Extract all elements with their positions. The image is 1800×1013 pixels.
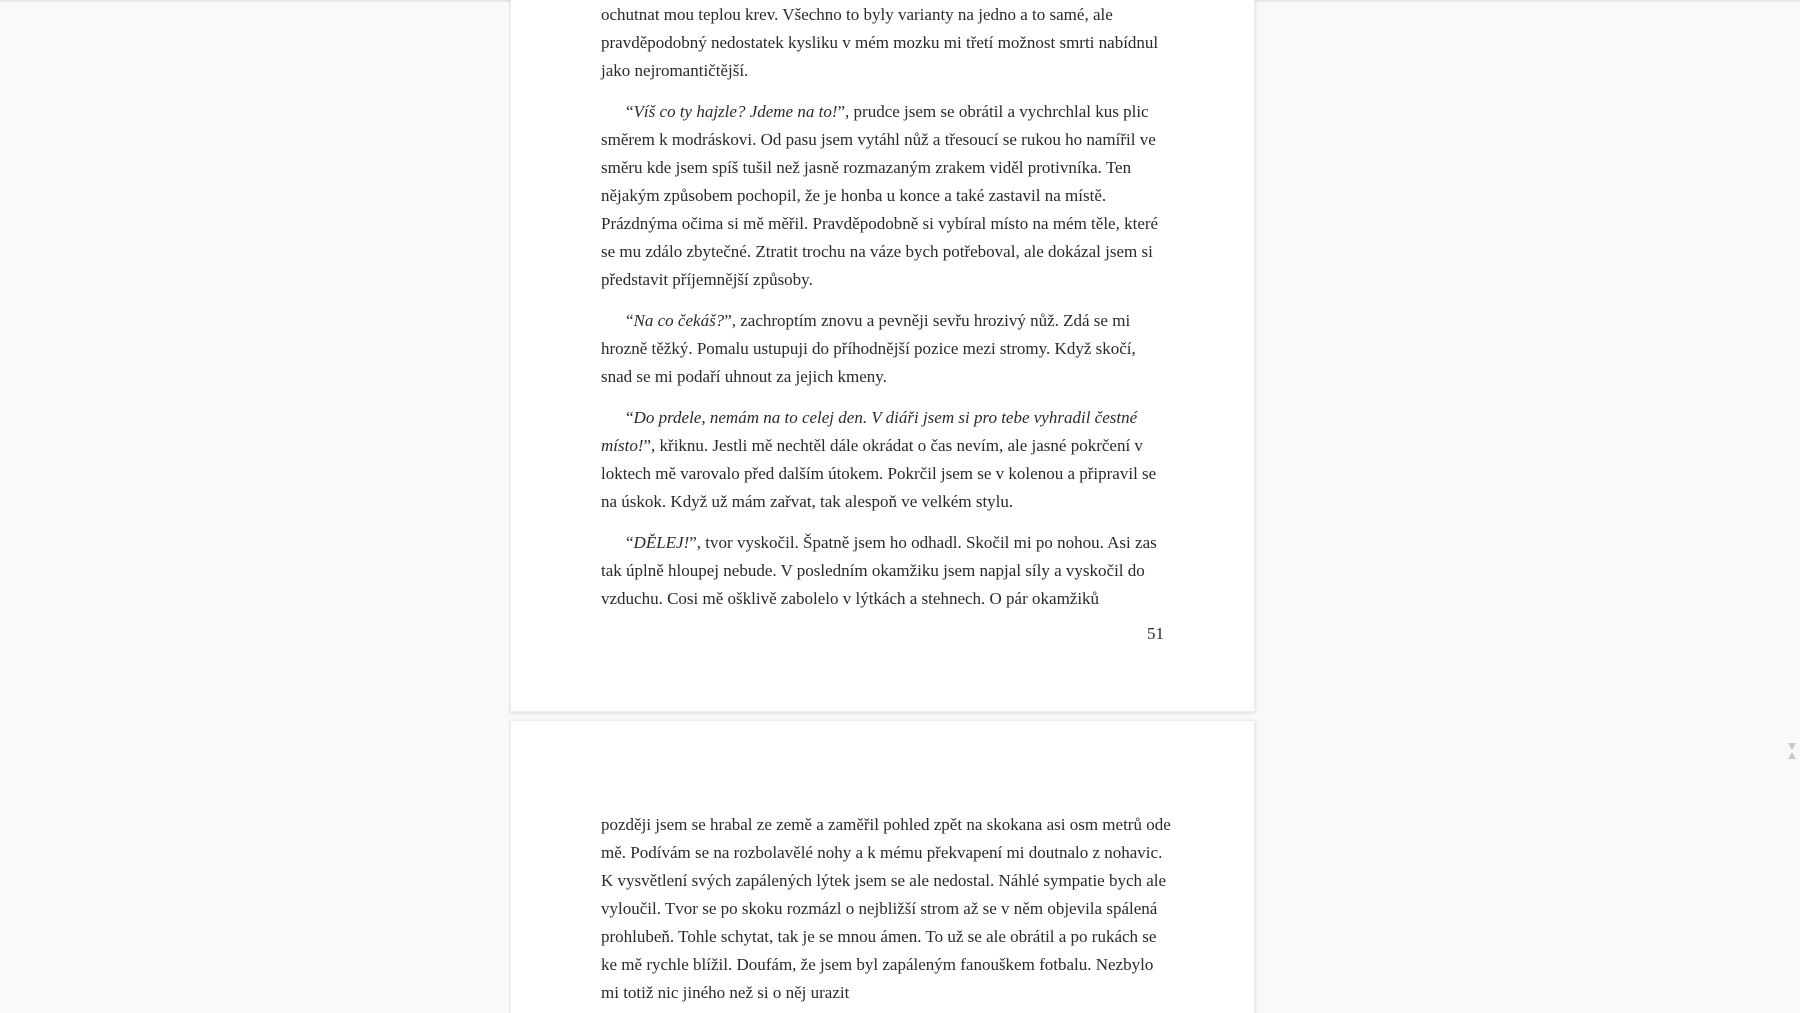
italic-speech: Do prdele, nemám na to celej den. V diáři jsem si pro tebe vyhradil čestné místo!: [601, 408, 1138, 455]
paragraph: [601, 404, 1171, 516]
document-page-52: [510, 720, 1255, 1013]
italic-speech: Na co čekáš?: [633, 311, 725, 330]
text-run: ochutnat mou teplou krev. Všechno to byly varianty na jedno a to samé, ale pravděpodobný nedostatek kysliku v mém mozku mi třetí možnost smrti nabídnul jako nejromantičtější.: [601, 5, 1159, 80]
italic-speech: DĚLEJ!: [633, 533, 690, 552]
scroll-up-icon[interactable]: [1788, 743, 1796, 750]
text-run: “: [626, 102, 634, 121]
document-page-51: [510, 0, 1255, 712]
paragraph: [601, 529, 1171, 613]
text-run: “: [626, 533, 634, 552]
text-run: ”, tvor vyskočil. Špatně jsem ho odhadl. Skočil mi po nohou. Asi zas tak úplně hloupej nebude. V posledním okamžiku jsem napjal síly a vyskočil do vzduchu. Cosi mě ošklivě zabolelo v lýtkách a stehnech. O pár okamžiků: [601, 533, 1157, 608]
paragraph: [601, 1, 1171, 85]
text-run: “: [626, 311, 634, 330]
italic-speech: Víš co ty hajzle? Jdeme na to!: [633, 102, 838, 121]
text-run: “: [626, 408, 634, 427]
text-run: ”, prudce jsem se obrátil a vychrchlal kus plic směrem k modráskovi. Od pasu jsem vytáhl nůž a třesoucí se rukou ho namířil ve směru kde jsem spíš tušil než jasně rozmazaným zrakem viděl protivníka. Ten nějakým způsobem pochopil, že je honba u konce a také zastavil na místě. Prázdnýma očima si mě měřil. Pravděpodobně si vybíral místo na mém těle, které se mu zdálo zbytečné. Ztratit trochu na váze bych potřeboval, ale dokázal jsem si představit příjemnější způsoby.: [601, 102, 1159, 289]
page-text: [601, 811, 1171, 1013]
page-text: [601, 1, 1171, 626]
text-run: později jsem se hrabal ze země a zaměřil pohled zpět na skokana asi osm metrů ode mě. Podívám se na rozbolavělé nohy a k mému překvapení mi doutnalo z nohavic. K vysvětlení svých zapálených lýtek jsem se ale nedostal. Náhlé sympatie bych ale vyloučil. Tvor se po skoku rozmázl o nejbližší strom až se v něm objevila spálená prohlubeň. Tohle schytat, tak je se mnou ámen. To už se ale obrátil a po rukách se ke mě rychle blížil. Doufám, že jsem byl zapáleným fanouškem fotbalu. Nezbylo mi totiž nic jiného než si o něj urazit: [601, 815, 1171, 1002]
page-number: 51: [1147, 624, 1164, 643]
paragraph: [601, 811, 1171, 1007]
paragraph: [601, 98, 1171, 294]
paragraph: [601, 307, 1171, 391]
text-run: ”, zachroptím znovu a pevněji sevřu hrozivý nůž. Zdá se mi hrozně těžký. Pomalu ustupuji do příhodnější pozice mezi stromy. Když skočí, snad se mi podaří uhnout za jejich kmeny.: [601, 311, 1136, 386]
scroll-down-icon[interactable]: [1788, 752, 1796, 759]
text-run: ”, křiknu. Jestli mě nechtěl dále okrádat o čas nevím, ale jasné pokrčení v loktech mě varovalo před dalším útokem. Pokrčil jsem se v kolenou a připravil se na úskok. Když už mám zařvat, tak alespoň ve velkém stylu.: [601, 436, 1157, 511]
